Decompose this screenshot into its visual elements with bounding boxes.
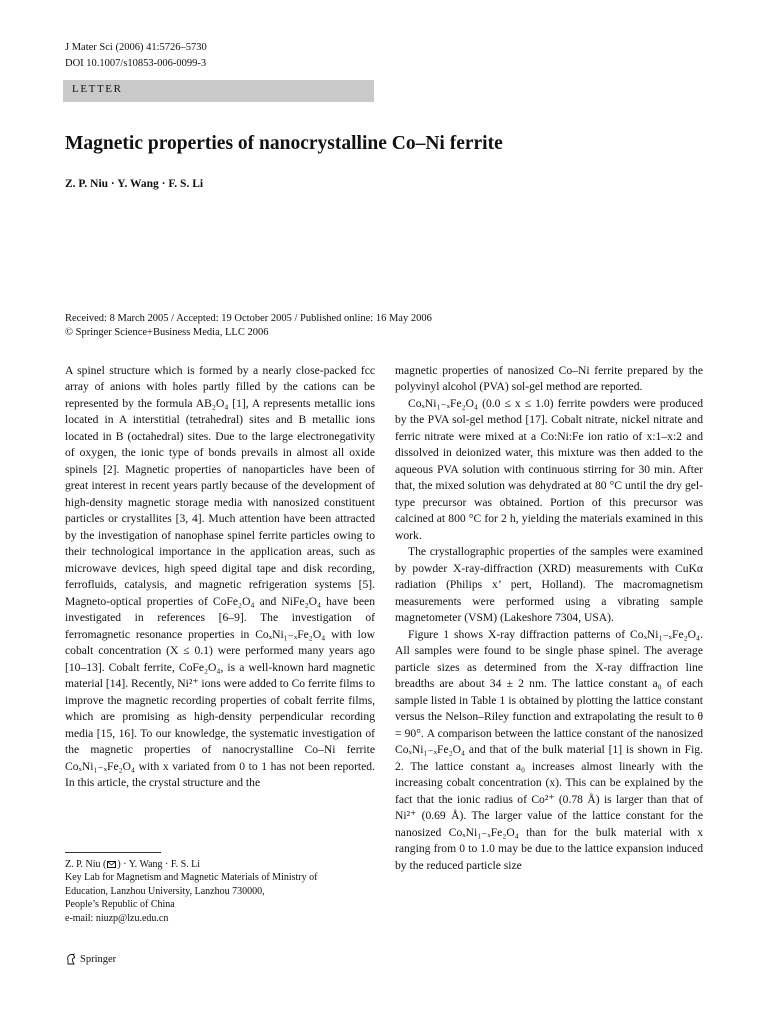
paragraph: A spinel structure which is formed by a nearly close-packed fcc array of anions with holes partly filled by the cations can be represented by the formula AB₂O₄ [1], A represents metallic ions located in A interstitial (tetrahedral) sites and B metallic ions located in B (octahedral) sites. Due to the large electronegativity of oxygen, the ionic type of bonds prevails in almost all oxide spinels [2]. Magnetic properties of nanoparticles have been of great interest in recent years partly because of the development of high-density magnetic storage media with nanosized constituent particles or crystallites [3, 4]. Much attention have been attracted by the investigation of nanophase spinel ferrite particles owing to their technological importance in the application areas, such as microwave devices, high speed digital tape and disk recording, ferrofluids, catalysis, and magnetic refrigeration systems [5]. Magneto-optical properties of CoFe₂O₄ and NiFe₂O₄ have been investigated in references [6–9]. The investigation of ferromagnetic resonance properties in CoₓNi₁₋ₓFe₂O₄ with low cobalt concentration (X ≤ 0.1) were performed many years ago [10–13]. Cobalt ferrite, CoFe₂O₄, is a well-known hard magnetic material [14]. Recently, Ni²⁺ ions were added to Co ferrite films to improve the magnetic recording properties of cobalt ferrite films, which are promising as high-density perpendicular recording media [15, 16]. To our knowledge, the systematic investigation of the magnetic properties of nanocrystalline Co–Ni ferrite CoₓNi₁₋ₓFe₂O₄ with x variated from 0 to 1 has not been reported. In this article, the crystal structure and the <box>65 364 375 790</box>
envelope-icon <box>107 861 116 868</box>
paragraph: magnetic properties of nanosized Co–Ni ferrite prepared by the polyvinyl alcohol (PVA) sol-gel method are reported. <box>395 364 703 394</box>
author-list: Z. P. Niu · Y. Wang · F. S. Li <box>65 178 204 190</box>
dates-line: Received: 8 March 2005 / Accepted: 19 October 2005 / Published online: 16 May 2006 <box>65 313 432 324</box>
body-column-right <box>395 363 703 874</box>
section-label-bar <box>63 80 374 102</box>
copyright-line: © Springer Science+Business Media, LLC 2006 <box>65 327 269 338</box>
publication-history <box>65 312 432 340</box>
doi: DOI 10.1007/s10853-006-0099-3 <box>65 58 207 69</box>
paragraph: The crystallographic properties of the samples were examined by powder X-ray-diffraction (XRD) measurements with CuKα radiation (Philips x’ pert, Holland). The macromagnetism measurements were performed using a vibrating sample magnetometer (VSM) (Lakeshore 7304, USA). <box>395 545 703 625</box>
author-email: e-mail: niuzp@lzu.edu.cn <box>65 912 169 924</box>
springer-horse-icon <box>65 953 77 965</box>
publisher-name: Springer <box>80 953 117 965</box>
affiliation-authors: Z. P. Niu ( ) · Y. Wang · F. S. Li <box>65 859 201 870</box>
publisher-footer <box>65 953 116 965</box>
journal-reference: J Mater Sci (2006) 41:5726–5730 <box>65 42 207 53</box>
footnote-rule <box>65 852 161 853</box>
journal-header <box>65 40 207 72</box>
author-affiliation <box>65 858 375 925</box>
section-label: LETTER <box>72 83 123 95</box>
paragraph: CoₓNi₁₋ₓFe₂O₄ (0.0 ≤ x ≤ 1.0) ferrite powders were produced by the PVA sol-gel method [17]. Cobalt nitrate, nickel nitrate and ferric nitrate were mixed at a Co:Ni:Fe ion ratio of x:1–x:2 and dissolved in deionized water, this mixture was then added to the aqueous PVA solution with continuous stirring for 30 min. After that, the mixed solution was dehydrated at 80 °C until the dry gel-type precursor was obtained. Portion of this precursor was calcined at 800 °C for 2 h, yielding the materials examined in this work. <box>395 396 703 542</box>
body-column-left <box>65 363 375 792</box>
paragraph: Figure 1 shows X-ray diffraction patterns of CoₓNi₁₋ₓFe₂O₄. All samples were found to be single phase spinel. The average particle sizes as determined from the X-ray diffraction line breadths are about 34 ± 2 nm. The lattice constant a₀ of each sample listed in Table 1 is obtained by plotting the lattice constant versus the Nelson–Riley function and extrapolating the result to θ = 90°. A comparison between the lattice constant of the nanosized CoₓNi₁₋ₓFe₂O₄ and that of the bulk material [1] is shown in Fig. 2. The lattice constant a₀ increases almost linearly with the increasing cobalt concentration (x). This can be explained by the fact that the ionic radius of Co²⁺ (0.78 Å) is larger than that of Ni²⁺ (0.69 Å). The larger value of the lattice constant for the nanosized CoₓNi₁₋ₓFe₂O₄ than for the bulk material with x ranging from 0 to 1.0 may be due to the lattice expansion induced by the reduced particle size <box>395 627 703 872</box>
affiliation-line: Key Lab for Magnetism and Magnetic Materials of Ministry of <box>65 872 318 884</box>
affiliation-line: Education, Lanzhou University, Lanzhou 730000, <box>65 885 265 897</box>
article-title: Magnetic properties of nanocrystalline Co–Ni ferrite <box>65 133 503 154</box>
affiliation-line: People’s Republic of China <box>65 899 175 911</box>
